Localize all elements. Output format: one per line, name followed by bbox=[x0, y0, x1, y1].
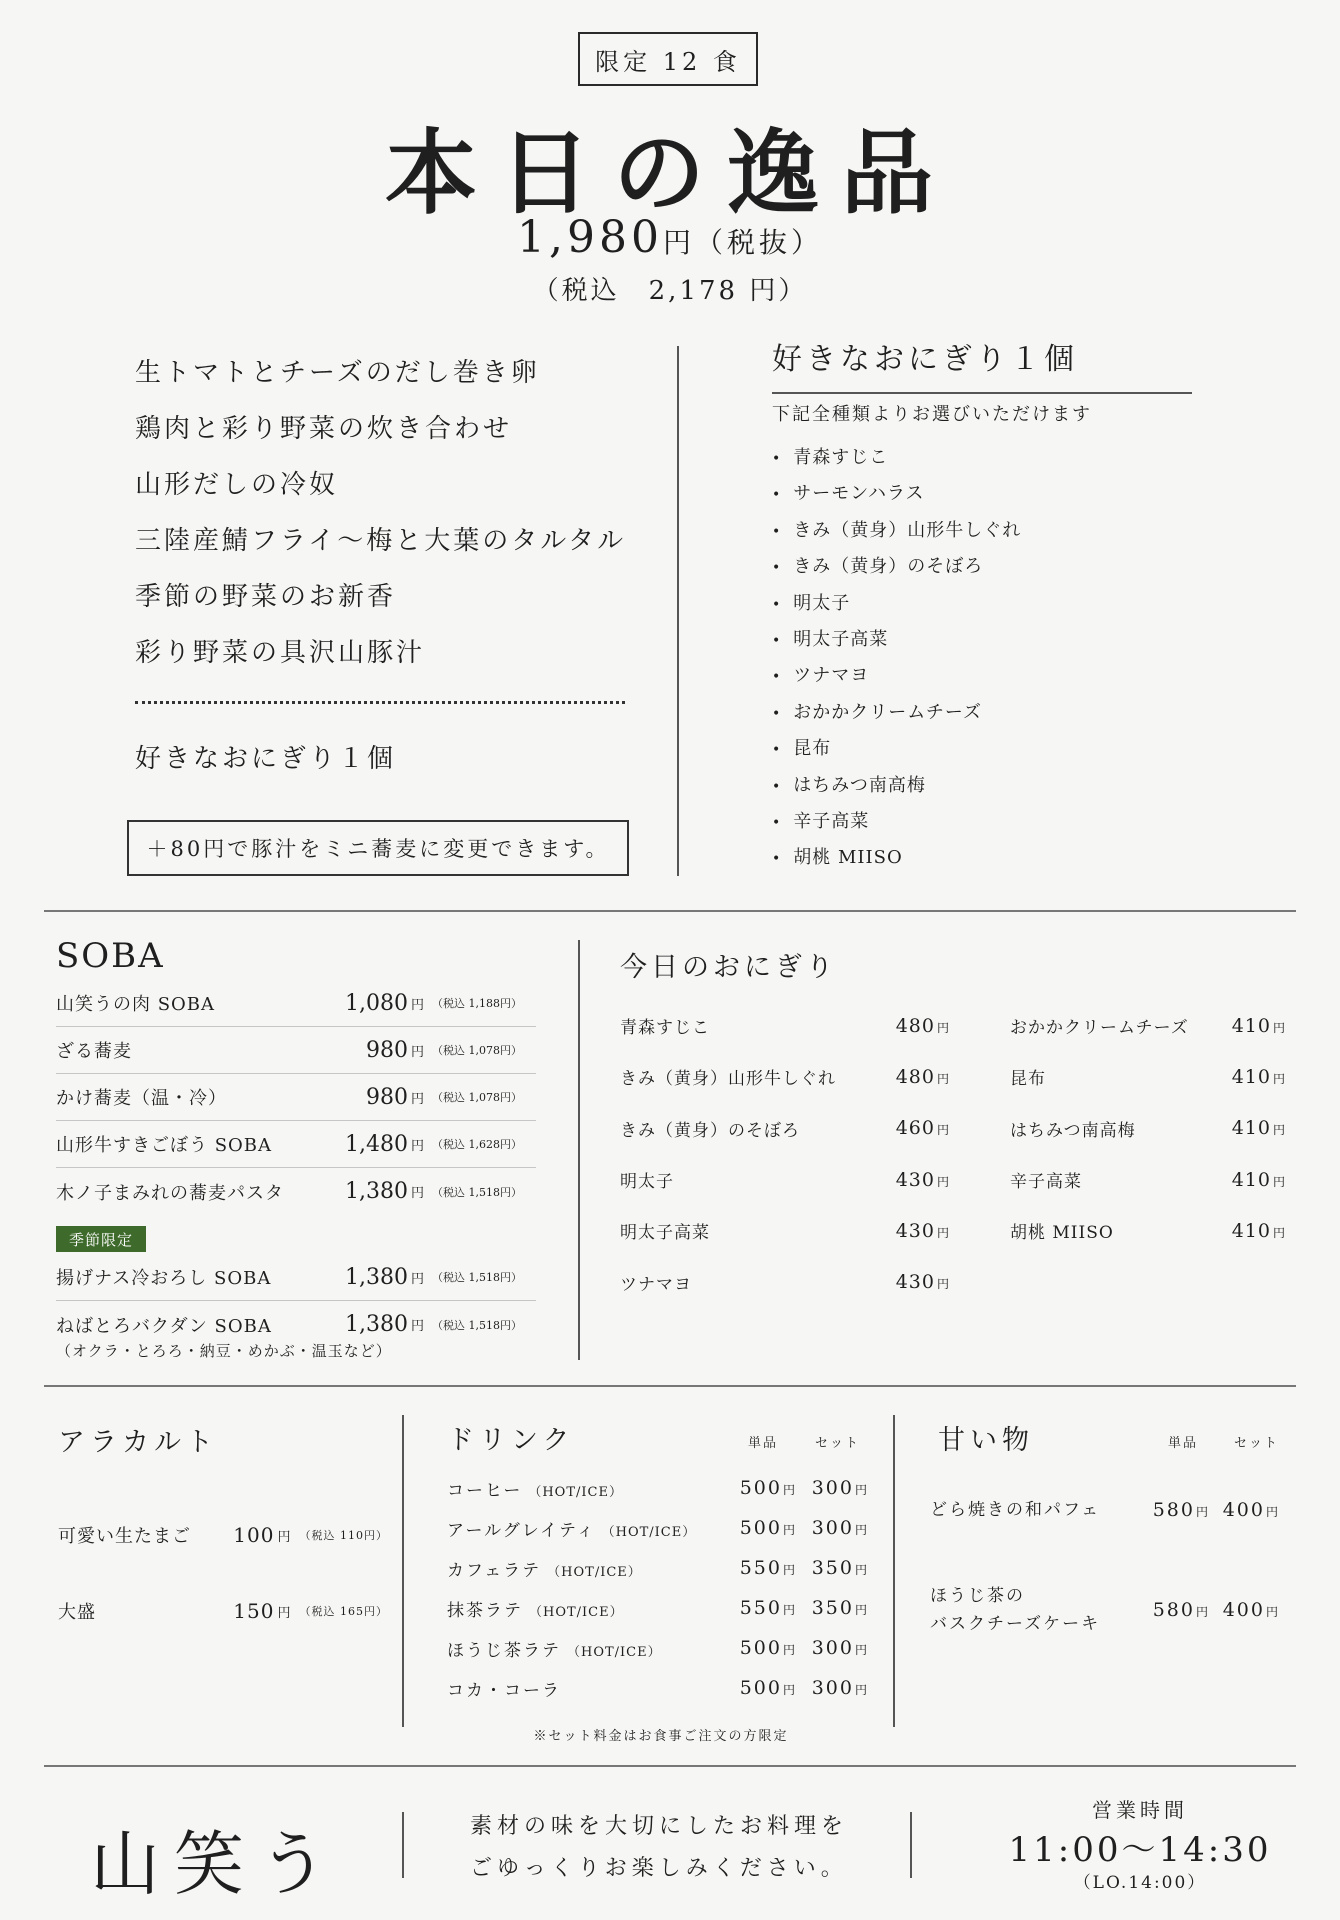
single-price bbox=[737, 1677, 797, 1699]
menu-item-name: きみ（黄身）のそぼろ bbox=[620, 1120, 800, 1141]
menu-row bbox=[620, 1103, 950, 1154]
single-price bbox=[737, 1557, 797, 1579]
today-onigiri-column-1 bbox=[620, 1000, 950, 1308]
yen-unit: 円 bbox=[782, 1683, 797, 1697]
yen-unit: 円 bbox=[1265, 1505, 1280, 1519]
course-item: 山形だしの冷奴 bbox=[135, 470, 339, 500]
menu-row bbox=[56, 1254, 536, 1301]
drink-name-text: 抹茶ラテ bbox=[447, 1600, 523, 1621]
list-item: • 明太子 bbox=[772, 586, 1192, 622]
menu-item-name bbox=[447, 1476, 737, 1501]
course-option-note: ＋80円で豚汁をミニ蕎麦に変更できます。 bbox=[127, 820, 629, 876]
yen-unit: 円 bbox=[1272, 1174, 1286, 1189]
soba-seasonal-list bbox=[56, 1254, 536, 1348]
course-item: 鶏肉と彩り野菜の炊き合わせ bbox=[135, 414, 513, 444]
seasonal-badge: 季節限定 bbox=[56, 1226, 146, 1252]
vertical-divider bbox=[402, 1415, 404, 1727]
menu-row bbox=[620, 1205, 950, 1256]
set-price bbox=[1210, 1599, 1280, 1621]
price-value: 580 bbox=[1152, 1499, 1195, 1521]
set-price bbox=[797, 1557, 869, 1579]
course-item: 彩り野菜の具沢山豚汁 bbox=[135, 638, 426, 668]
yen-unit: 円 bbox=[1195, 1505, 1210, 1519]
section-divider bbox=[44, 1765, 1296, 1767]
menu-row bbox=[620, 1000, 950, 1051]
price-value: 430 bbox=[895, 1271, 935, 1294]
price-value: 300 bbox=[811, 1637, 854, 1659]
yen-unit: 円 bbox=[411, 997, 425, 1013]
yen-unit: 円 bbox=[854, 1603, 869, 1617]
menu-item-name: はちみつ南高梅 bbox=[1010, 1120, 1136, 1141]
yen-unit: 円 bbox=[1272, 1123, 1286, 1138]
yen-unit: 円 bbox=[782, 1603, 797, 1617]
menu-item-name: ねばとろバクダン SOBA bbox=[56, 1315, 272, 1337]
price-value: 410 bbox=[1231, 1065, 1271, 1088]
menu-item-name: 山笑うの肉 SOBA bbox=[56, 994, 216, 1015]
menu-row bbox=[56, 980, 536, 1027]
set-price bbox=[797, 1517, 869, 1539]
menu-item-name: 胡桃 MIISO bbox=[1010, 1223, 1114, 1244]
menu-item-price: 1,380 bbox=[345, 1179, 408, 1204]
yen-unit: 円 bbox=[936, 1174, 950, 1189]
set-price bbox=[797, 1477, 869, 1499]
list-item: • ツナマヨ bbox=[772, 658, 1192, 694]
footer-message-line: ごゆっくりお楽しみください。 bbox=[470, 1856, 848, 1881]
drink-temp-note: （HOT/ICE） bbox=[529, 1604, 624, 1620]
menu-row bbox=[1010, 1051, 1286, 1102]
menu-item-price bbox=[896, 1066, 950, 1088]
menu-row bbox=[620, 1154, 950, 1205]
price-value: 410 bbox=[1231, 1014, 1271, 1037]
menu-item-name: 大盛 bbox=[58, 1602, 96, 1623]
price-value: 500 bbox=[739, 1637, 782, 1659]
menu-row bbox=[58, 1497, 388, 1573]
menu-row bbox=[930, 1580, 1290, 1640]
menu-item-name: 可愛い生たまご bbox=[58, 1526, 191, 1547]
yen-unit: 円 bbox=[411, 1044, 425, 1060]
price-value: 350 bbox=[811, 1557, 854, 1579]
menu-item-tax-included: （税込 110円） bbox=[299, 1529, 388, 1542]
sweets-list bbox=[930, 1490, 1290, 1640]
hero-tax-included: （税込 2,178 円） bbox=[532, 276, 808, 306]
price-value: 350 bbox=[811, 1597, 854, 1619]
price-value: 300 bbox=[811, 1677, 854, 1699]
menu-item-tax-included: （税込 1,518円） bbox=[432, 1185, 523, 1199]
menu-row bbox=[1010, 1154, 1286, 1205]
menu-item-price bbox=[896, 1117, 950, 1139]
section-divider bbox=[44, 910, 1296, 912]
menu-row bbox=[1010, 1000, 1286, 1051]
menu-item-tax-included: （税込 1,518円） bbox=[432, 1318, 523, 1332]
vertical-divider bbox=[677, 346, 679, 876]
menu-item-name: ほうじ茶の バスクチーズケーキ bbox=[930, 1586, 1101, 1634]
price-value: 410 bbox=[1231, 1168, 1271, 1191]
yen-unit: 円 bbox=[277, 1605, 292, 1621]
price-value: 430 bbox=[895, 1219, 935, 1242]
hero-price bbox=[0, 212, 1340, 263]
course-item: 三陸産鯖フライ〜梅と大葉のタルタル bbox=[135, 526, 627, 556]
yen-unit: 円 bbox=[936, 1123, 950, 1138]
pick-onigiri-title: 好きなおにぎり１個 bbox=[772, 334, 1192, 394]
menu-item-tax-included: （税込 1,188円） bbox=[432, 997, 523, 1010]
dotted-divider bbox=[135, 701, 625, 704]
vertical-divider bbox=[578, 940, 580, 1360]
price-value: 400 bbox=[1222, 1599, 1265, 1621]
menu-row bbox=[447, 1508, 875, 1548]
yen-unit: 円 bbox=[782, 1523, 797, 1537]
menu-item-name: 昆布 bbox=[1010, 1069, 1046, 1090]
yen-unit: 円 bbox=[411, 1091, 425, 1107]
drink-header-single: 単品 bbox=[748, 1436, 779, 1451]
hero-price-yen: 円 bbox=[662, 226, 695, 259]
menu-item-name bbox=[447, 1636, 737, 1661]
list-item: • 胡桃 MIISO bbox=[772, 840, 1192, 876]
course-item: 生トマトとチーズのだし巻き卵 bbox=[135, 358, 540, 388]
yen-unit: 円 bbox=[411, 1138, 425, 1154]
drink-name-text: アールグレイティ bbox=[447, 1520, 596, 1541]
menu-item-tax-included: （税込 1,078円） bbox=[432, 1091, 523, 1104]
menu-item-name: 山形牛すきごぼう SOBA bbox=[56, 1135, 273, 1156]
list-item: • 青森すじこ bbox=[772, 440, 1192, 476]
yen-unit: 円 bbox=[854, 1483, 869, 1497]
today-onigiri-title: 今日のおにぎり bbox=[620, 952, 837, 983]
sweets-header-single: 単品 bbox=[1168, 1436, 1199, 1451]
vertical-divider bbox=[893, 1415, 895, 1727]
list-item: • きみ（黄身）山形牛しぐれ bbox=[772, 513, 1192, 549]
menu-item-price bbox=[1232, 1220, 1286, 1242]
page-title: 本日の逸品 bbox=[384, 119, 955, 227]
menu-item-price: 1,480 bbox=[345, 1131, 408, 1157]
price-value: 480 bbox=[895, 1065, 935, 1088]
sweets-title: 甘い物 bbox=[938, 1425, 1034, 1456]
set-price bbox=[797, 1677, 869, 1699]
yen-unit: 円 bbox=[854, 1643, 869, 1657]
price-value: 550 bbox=[739, 1597, 782, 1619]
menu-item-price: 100 bbox=[233, 1523, 275, 1547]
menu-item-name bbox=[447, 1516, 737, 1541]
single-price bbox=[737, 1597, 797, 1619]
drink-temp-note: （HOT/ICE） bbox=[528, 1484, 623, 1500]
price-value: 550 bbox=[739, 1557, 782, 1579]
menu-item-name: 明太子高菜 bbox=[620, 1223, 710, 1244]
yen-unit: 円 bbox=[1272, 1225, 1286, 1240]
drink-header-set: セット bbox=[815, 1436, 861, 1451]
menu-item-price bbox=[896, 1220, 950, 1242]
menu-row bbox=[930, 1490, 1290, 1530]
yen-unit: 円 bbox=[854, 1683, 869, 1697]
drink-title: ドリンク bbox=[447, 1425, 575, 1456]
footer-message-line: 素材の味を大切にしたお料理を bbox=[470, 1814, 849, 1839]
menu-item-tax-included: （税込 1,078円） bbox=[432, 1044, 523, 1057]
list-item: • 明太子高菜 bbox=[772, 622, 1192, 658]
menu-item-price bbox=[896, 1169, 950, 1191]
vertical-divider bbox=[910, 1812, 912, 1878]
section-divider bbox=[44, 1385, 1296, 1387]
menu-item-name: 明太子 bbox=[620, 1172, 674, 1193]
menu-item-price: 1,380 bbox=[345, 1312, 408, 1337]
menu-item-name: 木ノ子まみれの蕎麦パスタ bbox=[56, 1182, 284, 1204]
price-value: 500 bbox=[739, 1517, 782, 1539]
menu-item-price: 1,080 bbox=[345, 990, 408, 1016]
list-item: • おかかクリームチーズ bbox=[772, 695, 1192, 731]
drink-name-text: カフェラテ bbox=[447, 1560, 542, 1581]
menu-row bbox=[447, 1588, 875, 1628]
price-value: 580 bbox=[1152, 1599, 1195, 1621]
today-onigiri-column-2 bbox=[1010, 1000, 1286, 1256]
menu-item-name bbox=[447, 1596, 737, 1621]
yen-unit: 円 bbox=[1272, 1020, 1286, 1035]
price-value: 500 bbox=[739, 1477, 782, 1499]
price-value: 460 bbox=[895, 1117, 935, 1140]
price-value: 500 bbox=[739, 1677, 782, 1699]
yen-unit: 円 bbox=[936, 1020, 950, 1035]
menu-item-tax-included: （税込 165円） bbox=[299, 1605, 388, 1618]
menu-item-price bbox=[1232, 1015, 1286, 1037]
menu-row bbox=[56, 1074, 536, 1121]
course-onigiri: 好きなおにぎり１個 bbox=[135, 744, 397, 774]
yen-unit: 円 bbox=[1272, 1071, 1286, 1086]
business-hours-label: 営業時間 bbox=[1092, 1798, 1188, 1822]
yen-unit: 円 bbox=[411, 1271, 425, 1287]
drink-temp-note: （HOT/ICE） bbox=[547, 1564, 642, 1580]
drink-temp-note: （HOT/ICE） bbox=[601, 1524, 697, 1540]
hero-price-tax-note: （税抜） bbox=[694, 226, 823, 259]
menu-row bbox=[447, 1668, 875, 1708]
single-price bbox=[737, 1637, 797, 1659]
menu-row bbox=[620, 1256, 950, 1307]
menu-row bbox=[56, 1121, 536, 1168]
list-item: • 昆布 bbox=[772, 731, 1192, 767]
course-list bbox=[135, 345, 655, 681]
drink-name-text: コカ・コーラ bbox=[447, 1680, 561, 1701]
price-value: 430 bbox=[895, 1168, 935, 1191]
drink-name-text: コーヒー bbox=[447, 1480, 523, 1501]
set-price-note: ※セット料金はお食事ご注文の方限定 bbox=[533, 1729, 789, 1744]
seasonal-toppings-note: （オクラ・とろろ・納豆・めかぶ・温玉など） bbox=[56, 1342, 392, 1360]
footer-message bbox=[470, 1806, 848, 1890]
price-value: 400 bbox=[1222, 1499, 1265, 1521]
price-value: 410 bbox=[1231, 1219, 1271, 1242]
menu-row bbox=[58, 1573, 388, 1649]
menu-item-tax-included: （税込 1,628円） bbox=[432, 1138, 523, 1151]
menu-item-price bbox=[1232, 1117, 1286, 1139]
yen-unit: 円 bbox=[936, 1225, 950, 1240]
single-price bbox=[1152, 1499, 1210, 1521]
menu-row bbox=[1010, 1205, 1286, 1256]
course-item: 季節の野菜のお新香 bbox=[135, 582, 397, 612]
menu-item-name: ざる蕎麦 bbox=[56, 1041, 132, 1062]
list-item: • 辛子高菜 bbox=[772, 804, 1192, 840]
price-value: 300 bbox=[811, 1517, 854, 1539]
yen-unit: 円 bbox=[936, 1071, 950, 1086]
menu-item-price bbox=[896, 1015, 950, 1037]
menu-item-name: 揚げナス冷おろし SOBA bbox=[56, 1268, 272, 1289]
last-order: （LO.14:00） bbox=[1073, 1873, 1207, 1893]
menu-item-name: おかかクリームチーズ bbox=[1010, 1018, 1189, 1039]
set-price bbox=[797, 1637, 869, 1659]
set-price bbox=[1210, 1499, 1280, 1521]
menu-row bbox=[56, 1027, 536, 1074]
menu-item-name: 辛子高菜 bbox=[1010, 1172, 1082, 1193]
menu-item-price: 980 bbox=[366, 1084, 408, 1110]
pick-onigiri-subtitle: 下記全種類よりお選びいただけます bbox=[772, 404, 1092, 425]
soba-title: SOBA bbox=[56, 936, 165, 976]
menu-row bbox=[620, 1051, 950, 1102]
business-hours: 11:00〜14:30 bbox=[1008, 1830, 1272, 1870]
single-price bbox=[1152, 1599, 1210, 1621]
menu-item-price: 150 bbox=[233, 1599, 275, 1623]
price-value: 410 bbox=[1231, 1117, 1271, 1140]
menu-row bbox=[56, 1168, 536, 1215]
drink-name-text: ほうじ茶ラテ bbox=[447, 1640, 561, 1661]
restaurant-logo: 山笑う bbox=[90, 1823, 342, 1905]
list-item: • きみ（黄身）のそぼろ bbox=[772, 549, 1192, 585]
single-price bbox=[737, 1517, 797, 1539]
yen-unit: 円 bbox=[854, 1563, 869, 1577]
yen-unit: 円 bbox=[277, 1529, 292, 1545]
alacarte-list bbox=[58, 1497, 388, 1649]
menu-item-price: 980 bbox=[366, 1037, 408, 1063]
menu-item-price bbox=[896, 1271, 950, 1293]
menu-item-name: かけ蕎麦（温・冷） bbox=[56, 1088, 227, 1109]
menu-item-name: ツナマヨ bbox=[620, 1274, 692, 1295]
yen-unit: 円 bbox=[936, 1277, 950, 1292]
sweets-header-set: セット bbox=[1234, 1436, 1280, 1451]
list-item: • はちみつ南高梅 bbox=[772, 768, 1192, 804]
menu-row bbox=[447, 1468, 875, 1508]
menu-item-price bbox=[1232, 1066, 1286, 1088]
menu-item-price: 1,380 bbox=[345, 1264, 408, 1290]
yen-unit: 円 bbox=[782, 1563, 797, 1577]
menu-row bbox=[447, 1628, 875, 1668]
alacarte-title: アラカルト bbox=[58, 1427, 218, 1458]
limited-badge: 限定 12 食 bbox=[578, 32, 758, 86]
menu-item-price bbox=[1232, 1169, 1286, 1191]
yen-unit: 円 bbox=[1265, 1605, 1280, 1619]
price-value: 300 bbox=[811, 1477, 854, 1499]
yen-unit: 円 bbox=[782, 1643, 797, 1657]
menu-row bbox=[447, 1548, 875, 1588]
menu-item-name bbox=[447, 1676, 737, 1701]
yen-unit: 円 bbox=[854, 1523, 869, 1537]
vertical-divider bbox=[402, 1812, 404, 1878]
menu-item-name bbox=[447, 1556, 737, 1581]
menu-item-name: どら焼きの和パフェ bbox=[930, 1500, 1101, 1520]
yen-unit: 円 bbox=[411, 1186, 425, 1201]
drink-temp-note: （HOT/ICE） bbox=[567, 1644, 662, 1660]
yen-unit: 円 bbox=[1195, 1605, 1210, 1619]
set-price bbox=[797, 1597, 869, 1619]
hero-price-value: 1,980 bbox=[517, 212, 663, 263]
menu-item-name: きみ（黄身）山形牛しぐれ bbox=[620, 1069, 836, 1090]
soba-list bbox=[56, 980, 536, 1215]
yen-unit: 円 bbox=[411, 1319, 425, 1334]
pick-onigiri-list bbox=[772, 440, 1192, 877]
list-item: • サーモンハラス bbox=[772, 476, 1192, 512]
menu-item-tax-included: （税込 1,518円） bbox=[432, 1271, 523, 1284]
drink-list bbox=[447, 1468, 875, 1708]
menu-item-name: 青森すじこ bbox=[620, 1018, 710, 1039]
yen-unit: 円 bbox=[782, 1483, 797, 1497]
price-value: 480 bbox=[895, 1014, 935, 1037]
single-price bbox=[737, 1477, 797, 1499]
menu-row bbox=[1010, 1103, 1286, 1154]
